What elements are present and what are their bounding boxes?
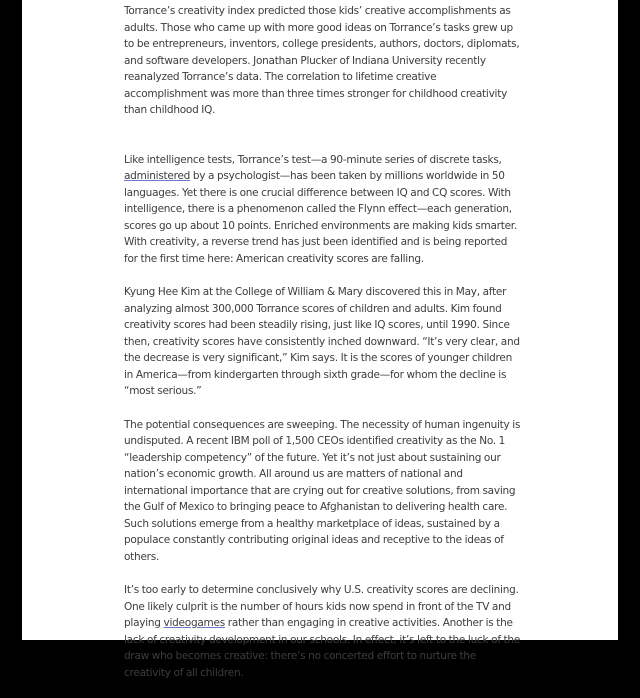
paragraph-consequences: The potential consequences are sweeping. The necessity of human ingenuity is undisputed. A recent IBM poll of 1,500 CEOs identified creativity as the No. 1 “leadership competency” of the future. Yet it’s not just about sustaining our nation’s economic growth. All around us are matters of national and international importance that are crying out for creative solutions, from saving the Gulf of Mexico to bringing peace to Afghanistan to delivering health care. Such solutions emerge from a healthy marketplace of ideas, sustained by a populace constantly contributing original ideas and receptive to the ideas of others.: [124, 418, 521, 563]
paragraph-text: It’s too early to determine conclusively why U.S. creativity scores are declining. One likely culprit is the number of hours kids now spend in front of the TV and playing: [124, 584, 519, 629]
paragraph-too-early: [124, 582, 522, 681]
paragraph-kyung-hee-kim: Kyung Hee Kim at the College of William & Mary discovered this in May, after analyzing almost 300,000 Torrance scores of children and adults. Kim found creativity scores had been steadily rising, just like IQ scores, until 1990. Since then, creativity scores have consistently inched downward. “It’s very clear, and the decrease is very significant,” Kim says. It is the scores of younger children in America—from kindergarten through sixth grade—for whom the decline is “most serious.”: [124, 286, 520, 397]
videogames-link[interactable]: videogames: [163, 617, 225, 629]
paragraph-text: Like intelligence tests, Torrance’s test—a 90-minute series of discrete tasks,: [124, 153, 502, 166]
paragraph-intelligence-tests: [124, 152, 522, 268]
paragraph-torrance-index: Torrance’s creativity index predicted those kids’ creative accomplishments as adults. Those who came up with more good ideas on Torrance’s tasks grew up to be entrepreneurs, inventors, college presidents, authors, doctors, diplomats, and software developers. Jonathan Plucker of Indiana University recently reanalyzed Torrance’s data. The correlation to lifetime creative accomplishment was more than three times stronger for childhood creativity than childhood IQ.: [124, 5, 520, 116]
page: [22, 0, 618, 679]
paragraph-text: rather than engaging in creative activities. Another is the lack of creativity development in our schools. In effect, it’s left to the luck of the draw who becomes creative: there’s no concerted effort to nurture the creativity of all children.: [124, 617, 521, 679]
paragraph-text: by a psychologist—has been taken by millions worldwide in 50 languages. Yet there is one crucial difference between IQ and CQ scores. With intelligence, there is a phenomenon called the Flynn effect—each generation, scores go up about 10 points. Enriched environments are making kids smarter. With creativity, a reverse trend has just been identified and is being reported for the first time here: American creativity scores are falling.: [124, 170, 517, 265]
administered-link[interactable]: administered: [124, 170, 191, 182]
article-body: [124, 3, 522, 698]
